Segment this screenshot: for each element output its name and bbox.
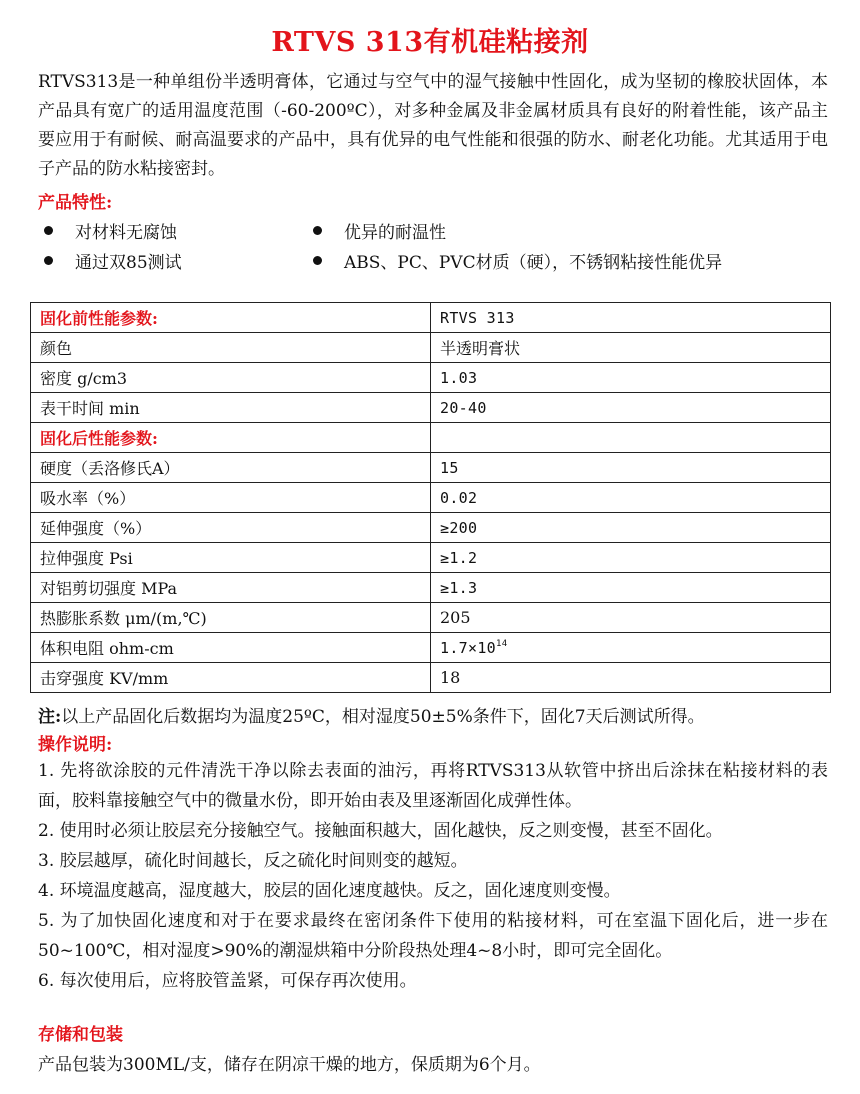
test-condition-note [38,702,705,727]
table-row [31,483,831,513]
table-cell-value: 15 [431,453,831,483]
table-row [31,453,831,483]
list-item: 5. 为了加快固化速度和对于在要求最终在密闭条件下使用的粘接材料，可在室温下固化后，进一步在50~100℃，相对湿度>90%的潮湿烘箱中分阶段热处理4~8小时，即可完全固化。 [38,911,828,961]
table-cell-label: 对铝剪切强度 MPa [31,573,431,603]
document-title: RTVS 313有机硅粘接剂 [271,27,589,58]
feature-label: ABS、PC、PVC材质（硬），不锈钢粘接性能优异 [344,253,723,273]
table-cell-value: ≥1.3 [431,573,831,603]
list-item: 2. 使用时必须让胶层充分接触空气。接触面积越大，固化越快，反之则变慢，甚至不固化。 [38,821,723,841]
storage-heading: 存储和包装 [38,1025,123,1045]
table-cell-value: 20-40 [431,393,831,423]
feature-item [313,218,446,243]
bullet-icon [313,256,322,265]
bullet-icon [313,226,322,235]
table-cell-value: 18 [431,663,831,693]
operation-steps [38,756,828,996]
table-cell-value: 1.03 [431,363,831,393]
operation-heading: 操作说明: [38,735,113,755]
table-cell-value: RTVS 313 [431,303,831,333]
table-section-header: 固化后性能参数: [31,423,431,453]
table-row [31,633,831,663]
table-cell-label: 热膨胀系数 μm/(m,℃) [31,603,431,633]
table-row [31,543,831,573]
list-item: 1. 先将欲涂胶的元件清洗干净以除去表面的油污，再将RTVS313从软管中挤出后涂抹在粘接材料的表面，胶料靠接触空气中的微量水份，即开始由表及里逐渐固化成弹性体。 [38,761,828,811]
features-heading: 产品特性: [38,193,113,213]
intro-paragraph: RTVS313是一种单组份半透明膏体，它通过与空气中的湿气接触中性固化，成为坚韧的橡胶状固体，本产品具有宽广的适用温度范围（-60-200ºC），对多种金属及非金属材质具有良好的附着性能，该产品主要应用于有耐候、耐高温要求的产品中，具有优异的电气性能和很强的防水、耐老化功能。尤其适用于电子产品的防水粘接密封。 [38,72,828,179]
value-base: 1.7×10 [440,638,496,657]
table-row [31,513,831,543]
table-row [31,423,831,453]
table-cell-label: 击穿强度 KV/mm [31,663,431,693]
value-exponent: 14 [496,638,508,649]
table-cell-label: 体积电阻 ohm-cm [31,633,431,663]
table-cell-label: 延伸强度（%） [31,513,431,543]
table-cell-value: 205 [431,603,831,633]
feature-label: 对材料无腐蚀 [75,223,177,243]
table-cell-label: 颜色 [31,333,431,363]
table-cell-value: 0.02 [431,483,831,513]
table-section-header: 固化前性能参数: [31,303,431,333]
table-cell-value: ≥1.2 [431,543,831,573]
feature-item [313,248,722,273]
bullet-icon [44,256,53,265]
table-row [31,573,831,603]
table-cell-label: 密度 g/cm3 [31,363,431,393]
table-cell-value: ≥200 [431,513,831,543]
table-row [31,663,831,693]
list-item: 4. 环境温度越高，湿度越大，胶层的固化速度越快。反之，固化速度则变慢。 [38,881,621,901]
table-row [31,363,831,393]
table-cell-value: 半透明膏状 [431,333,831,363]
bullet-icon [44,226,53,235]
table-row [31,333,831,363]
table-cell-value [431,633,831,663]
table-cell-value [431,423,831,453]
feature-label: 通过双85测试 [75,253,182,273]
feature-item [44,248,182,273]
note-text: 以上产品固化后数据均为温度25ºC，相对湿度50±5%条件下，固化7天后测试所得。 [61,707,705,727]
note-label: 注: [38,707,62,727]
feature-item [44,218,177,243]
table-cell-label: 吸水率（%） [31,483,431,513]
table-row [31,393,831,423]
feature-label: 优异的耐温性 [344,223,446,243]
list-item: 6. 每次使用后，应将胶管盖紧，可保存再次使用。 [38,971,417,991]
list-item: 3. 胶层越厚，硫化时间越长，反之硫化时间则变的越短。 [38,851,468,871]
properties-table [30,302,831,693]
storage-text: 产品包装为300ML/支，储存在阴凉干燥的地方，保质期为6个月。 [38,1055,541,1075]
table-cell-label: 拉伸强度 Psi [31,543,431,573]
table-row [31,303,831,333]
table-row [31,603,831,633]
table-cell-label: 表干时间 min [31,393,431,423]
table-cell-label: 硬度（丢洛修氏A） [31,453,431,483]
